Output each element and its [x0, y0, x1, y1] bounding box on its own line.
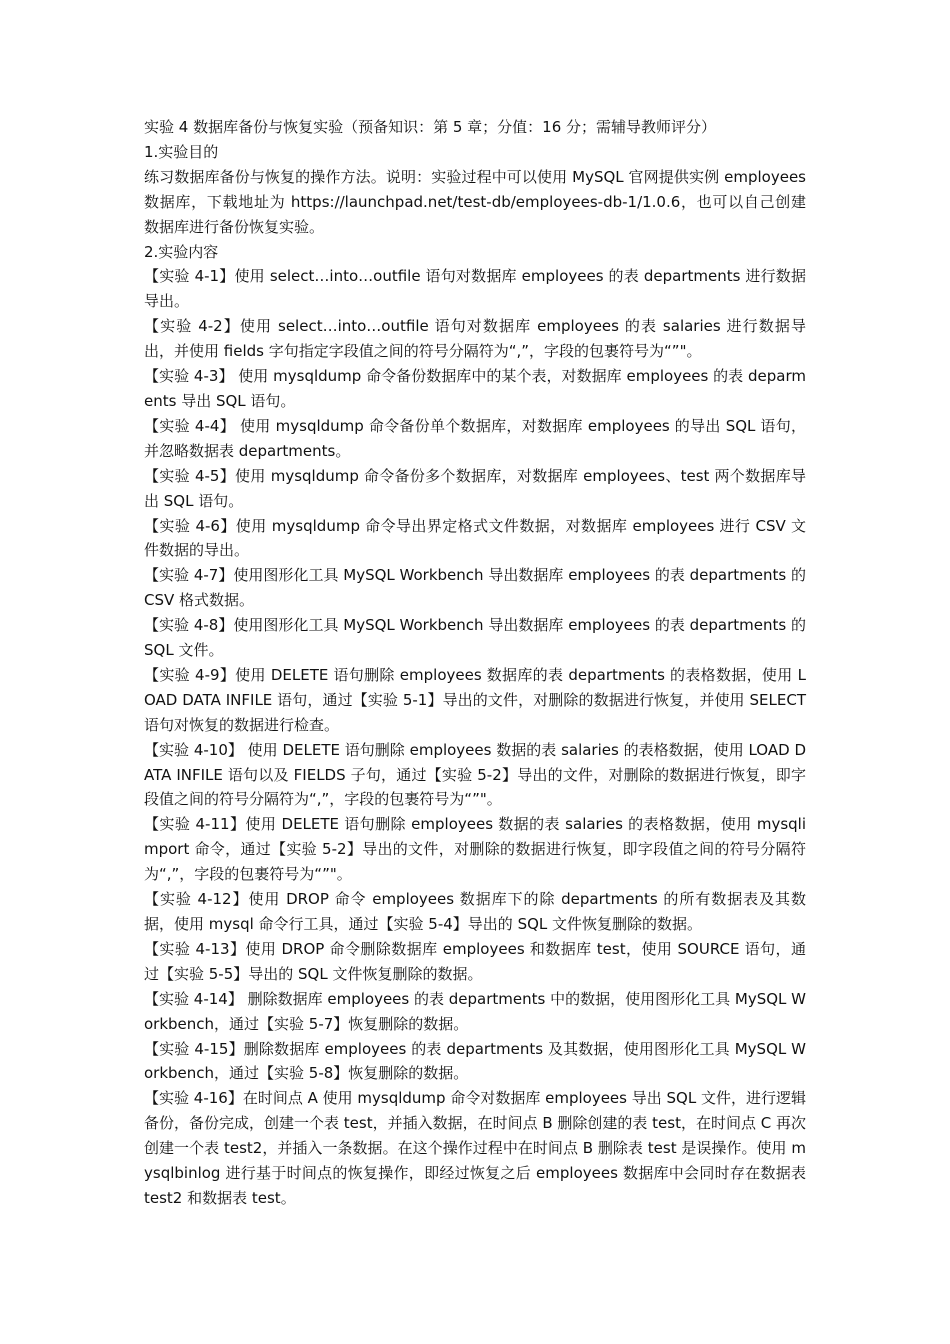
document-title: 实验 4 数据库备份与恢复实验（预备知识：第 5 章；分值：16 分；需辅导教师评分）: [144, 118, 717, 136]
experiment-item: 【实验 4-6】使用 mysqldump 命令导出界定格式文件数据，对数据库 employees 进行 CSV 文件数据的导出。: [144, 516, 806, 560]
experiment-item: 【实验 4-3】 使用 mysqldump 命令备份数据库中的某个表，对数据库 employees 的表 deparments 导出 SQL 语句。: [144, 367, 806, 410]
document-page: [144, 115, 806, 1211]
experiment-item: 【实验 4-13】使用 DROP 命令删除数据库 employees 和数据库 test，使用 SOURCE 语句，通过【实验 5-5】导出的 SQL 文件恢复删除的数据。: [144, 939, 806, 983]
experiment-item: 【实验 4-5】使用 mysqldump 命令备份多个数据库，对数据库 employees、test 两个数据库导出 SQL 语句。: [144, 466, 806, 510]
experiment-item: 【实验 4-14】 删除数据库 employees 的表 departments 中的数据，使用图形化工具 MySQL Workbench，通过【实验 5-7】恢复删除的数据。: [144, 989, 806, 1033]
experiment-item: 【实验 4-8】使用图形化工具 MySQL Workbench 导出数据库 employees 的表 departments 的 SQL 文件。: [144, 616, 806, 660]
experiment-list: [144, 264, 806, 1210]
experiment-item: 【实验 4-16】在时间点 A 使用 mysqldump 命令对数据库 employees 导出 SQL 文件，进行逻辑备份，备份完成，创建一个表 test，并插入数据，在时间点 B 删除创建的表 test，在时间点 C 再次创建一个表 test2，并插入一条数据。在这个操作过程中在时间点 B 删除表 test 是误操作。使用 mysqlbinlog 进行基于时间点的恢复操作，即经过恢复之后 employees 数据库中会同时存在数据表 test2 和数据表 test。: [144, 1089, 806, 1207]
experiment-item: 【实验 4-10】 使用 DELETE 语句删除 employees 数据的表 salaries 的表格数据，使用 LOAD DATA INFILE 语句以及 FIELDS 子句，通过【实验 5-2】导出的文件，对删除的数据进行恢复，即字段值之间的符号分隔符为“,”，字段的包裹符号为“”"。: [144, 740, 806, 809]
experiment-item: 【实验 4-2】使用 select…into…outfile 语句对数据库 employees 的表 salaries 进行数据导出，并使用 fields 字句指定字段值之间的符号分隔符为“,”，字段的包裹符号为“”"。: [144, 317, 806, 361]
section-heading-content: 2.实验内容: [144, 242, 219, 261]
experiment-item: 【实验 4-7】使用图形化工具 MySQL Workbench 导出数据库 employees 的表 departments 的 CSV 格式数据。: [144, 566, 806, 610]
section-heading-purpose: 1.实验目的: [144, 142, 219, 161]
experiment-item: 【实验 4-9】使用 DELETE 语句删除 employees 数据库的表 departments 的表格数据，使用 LOAD DATA INFILE 语句，通过【实验 5-1】导出的文件，对删除的数据进行恢复，并使用 SELECT 语句对恢复的数据进行检查。: [144, 665, 806, 734]
experiment-item: 【实验 4-11】使用 DELETE 语句删除 employees 数据的表 salaries 的表格数据，使用 mysqlimport 命令，通过【实验 5-2】导出的文件，对删除的数据进行恢复，即字段值之间的符号分隔符为“,”，字段的包裹符号为“”"。: [144, 815, 806, 884]
experiment-item: 【实验 4-1】使用 select…into…outfile 语句对数据库 employees 的表 departments 进行数据导出。: [144, 267, 806, 311]
experiment-item: 【实验 4-12】使用 DROP 命令 employees 数据库下的除 departments 的所有数据表及其数据，使用 mysql 命令行工具，通过【实验 5-4】导出的 SQL 文件恢复删除的数据。: [144, 890, 806, 933]
purpose-paragraph: 练习数据库备份与恢复的操作方法。说明：实验过程中可以使用 MySQL 官网提供实例 employees 数据库，下载地址为 https://launchpad.net/test-db/employees-db-1/1.0.6，也可以自己创建数据库进行备份恢复实验。: [144, 167, 806, 236]
experiment-item: 【实验 4-15】删除数据库 employees 的表 departments 及其数据，使用图形化工具 MySQL Workbench，通过【实验 5-8】恢复删除的数据。: [144, 1039, 806, 1083]
experiment-item: 【实验 4-4】 使用 mysqldump 命令备份单个数据库，对数据库 employees 的导出 SQL 语句，并忽略数据表 departments。: [144, 416, 806, 460]
